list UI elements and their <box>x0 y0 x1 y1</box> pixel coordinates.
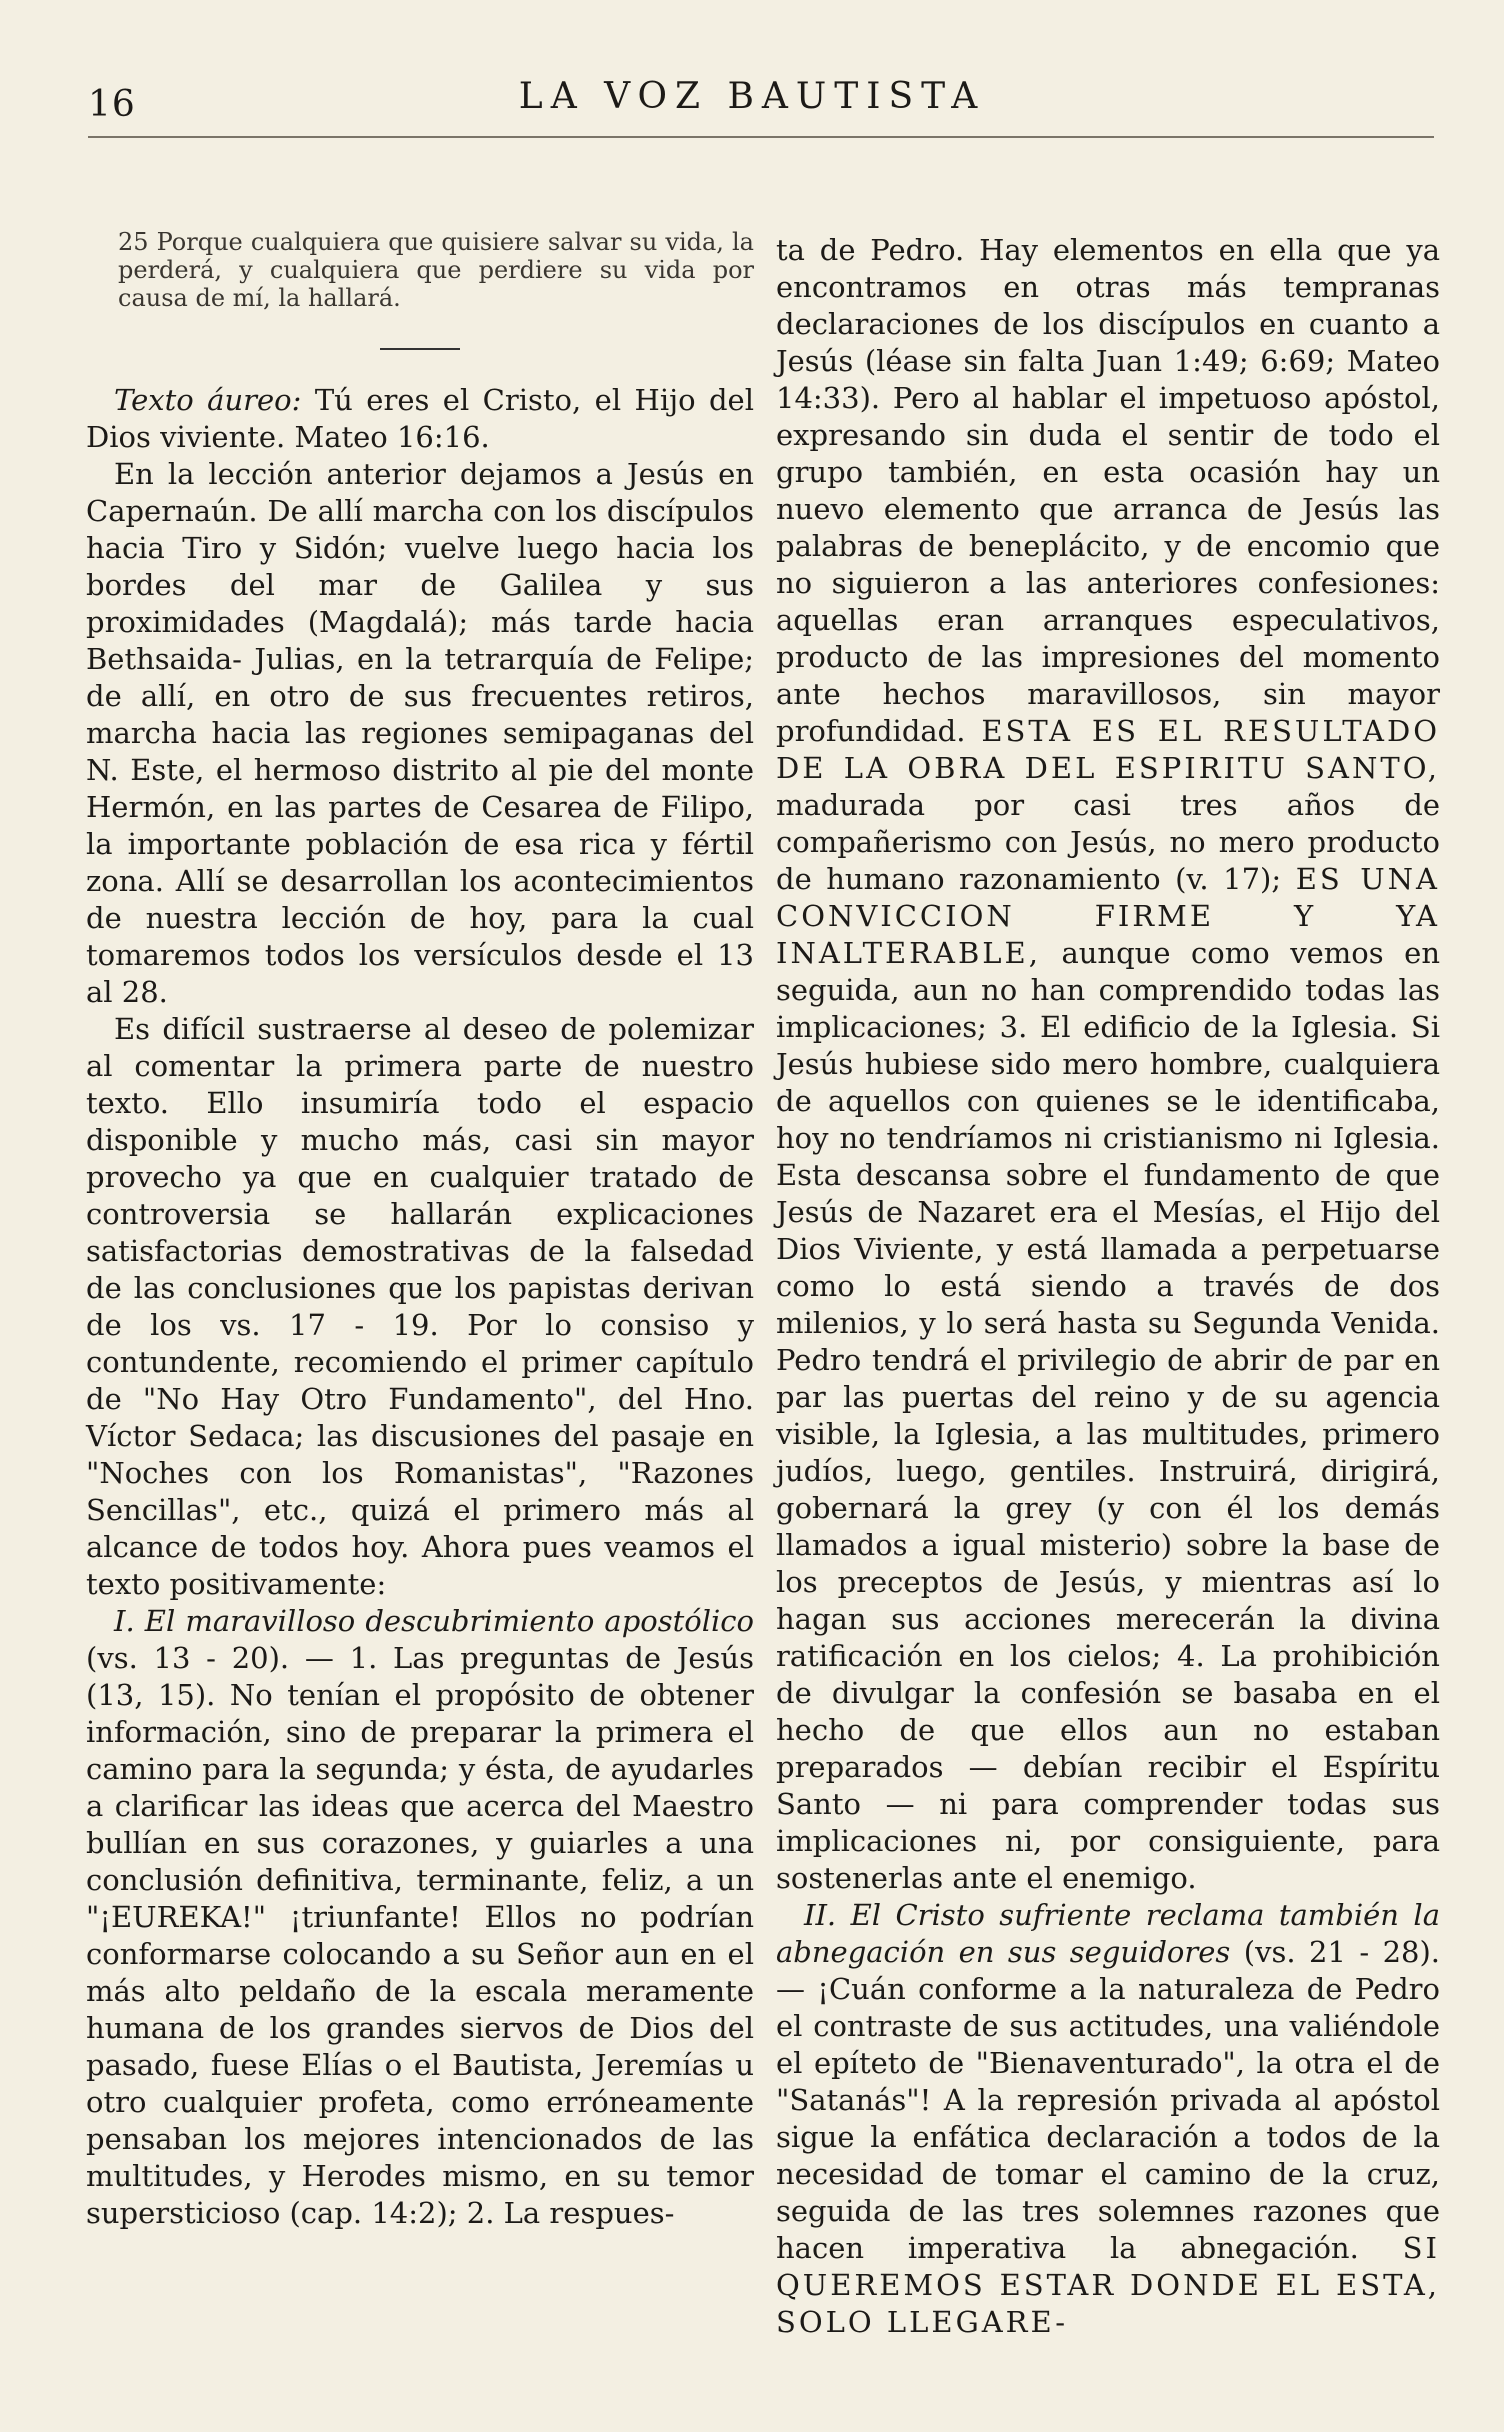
short-divider <box>380 348 460 350</box>
paragraph-text: madurada por casi tres años de compañerismo con Jesús, no mero producto de humano razonamiento (v. 17); <box>776 788 1440 896</box>
paragraph: En la lección anterior dejamos a Jesús en Capernaún. De allí marcha con los discípulos hacia Tiro y Sidón; vuelve luego hacia los bordes del mar de Galilea y sus proximidades (Magdalá); más tarde hacia Bethsaida- Julias, en la tetrarquía de Felipe; de allí, en otro de sus frecuentes retiros, marcha hacia las regiones semipaganas del N. Este, el hermoso distrito al pie del monte Hermón, en las partes de Cesarea de Filipo, la importante población de esa rica y fértil zona. Allí se desarrollan los acontecimientos de nuestra lección de hoy, para la cual tomaremos todos los versículos desde el 13 al 28. <box>86 457 754 1009</box>
section-2-body: (vs. 21 - 28). — ¡Cuán conforme a la naturaleza de Pedro el contraste de sus actitudes, una valiéndole el epíteto de "Bienaventurado", la otra el de "Satanás"! A la represión privada al apóstol sigue la enfática declaración a todos de la necesidad de tomar el camino de la cruz, seguida de las tres solemnes razones que hacen imperativa la abnegación. <box>776 1935 1440 2265</box>
running-title: LA VOZ BAUTISTA <box>518 76 986 117</box>
section-2-heading: II. El Cristo sufriente reclama también la abnegación en sus seguidores <box>776 1898 1440 1969</box>
right-column <box>776 232 1440 2341</box>
left-column <box>86 228 754 2232</box>
page-number: 16 <box>88 84 136 125</box>
section-1-body: (vs. 13 - 20). — 1. Las preguntas de Jesús (13, 15). No tenían el propósito de obtener información, sino de preparar la primera el camino para la segunda; y ésta, de ayudarles a clarificar las ideas que acerca del Maestro bullían en sus corazones, y guiarles a una conclusión definitiva, terminante, feliz, a un "¡EUREKA!" ¡triunfante! Ellos no podrían conformarse colocando a su Señor aun en el más alto peldaño de la escala meramente humana de los grandes siervos de Dios del pasado, fuese Elías o el Bautista, Jeremías u otro cualquier profeta, como erróneamente pensaban los mejores intencionados de las multitudes, y Herodes mismo, en su temor supersticioso (cap. 14:2); 2. La respues- <box>86 1641 754 2230</box>
emphasis-caps: ES UNA CONVICCION FIRME Y YA INALTERABLE, <box>776 862 1441 970</box>
golden-text-label: Texto áureo: <box>114 383 302 417</box>
emphasis-caps: SI QUEREMOS ESTAR DONDE EL ESTA, SOLO LLEGARE- <box>776 2231 1440 2339</box>
golden-text-body: Tú eres el Cristo, el Hijo del Dios viviente. Mateo 16:16. <box>86 383 754 454</box>
emphasis-caps: ESTA ES EL RESULTADO DE LA OBRA DEL ESPIRITU SANTO, <box>776 714 1440 785</box>
header-rule <box>88 136 1434 138</box>
verse-25: 25 Porque cualquiera que quisiere salvar su vida, la perderá, y cualquiera que perdiere su vida por causa de mí, la hallará. <box>118 228 754 312</box>
section-2 <box>776 1897 1440 2341</box>
paragraph-continued <box>776 232 1440 1897</box>
section-1-heading: I. El maravilloso descubrimiento apostólico <box>114 1604 754 1638</box>
golden-text <box>86 382 754 456</box>
paragraph: Es difícil sustraerse al deseo de polemizar al comentar la primera parte de nuestro texto. Ello insumiría todo el espacio disponible y mucho más, casi sin mayor provecho ya que en cualquier tratado de controversia se hallarán explicaciones satisfactorias demostrativas de la falsedad de las conclusiones que los papistas derivan de los vs. 17 - 19. Por lo consiso y contundente, recomiendo el primer capítulo de "No Hay Otro Fundamento", del Hno. Víctor Sedaca; las discusiones del pasaje en "Noches con los Romanistas", "Razones Sencillas", etc., quizá el primero más al alcance de todos hoy. Ahora pues veamos el texto positivamente: <box>86 1012 754 1601</box>
paragraph-text: aunque como vemos en seguida, aun no han comprendido todas las implicaciones; 3. El edificio de la Iglesia. Si Jesús hubiese sido mero hombre, cualquiera de aquellos con quienes se le identificaba, hoy no tendríamos ni cristianismo ni Iglesia. Esta descansa sobre el fundamento de que Jesús de Nazaret era el Mesías, el Hijo del Dios Viviente, y está llamada a perpetuarse como lo está siendo a través de dos milenios, y lo será hasta su Segunda Venida. Pedro tendrá el privilegio de abrir de par en par las puertas del reino y de su agencia visible, la Iglesia, a las multitudes, primero judíos, luego, gentiles. Instruirá, dirigirá, gobernará la grey (y con él los demás llamados a igual misterio) sobre la base de los preceptos de Jesús, y mientras así lo hagan sus acciones merecerán la divina ratificación en los cielos; 4. La prohibición de divulgar la confesión se basaba en el hecho de que ellos aun no estaban preparados — debían recibir el Espíritu Santo — ni para comprender todas sus implicaciones ni, por consiguiente, para sostenerlas ante el enemigo. <box>776 936 1441 1895</box>
paragraph-text: ta de Pedro. Hay elementos en ella que ya encontramos en otras más tempranas declaraciones de los discípulos en cuanto a Jesús (léase sin falta Juan 1:49; 6:69; Mateo 14:33). Pero al hablar el impetuoso apóstol, expresando sin duda el sentir de todo el grupo también, en esta ocasión hay un nuevo elemento que arranca de Jesús las palabras de beneplácito, y de encomio que no siguieron a las anteriores confesiones: aquellas eran arranques especulativos, producto de las impresiones del momento ante hechos maravillosos, sin mayor profundidad. <box>776 233 1440 748</box>
section-1 <box>86 1603 754 2232</box>
